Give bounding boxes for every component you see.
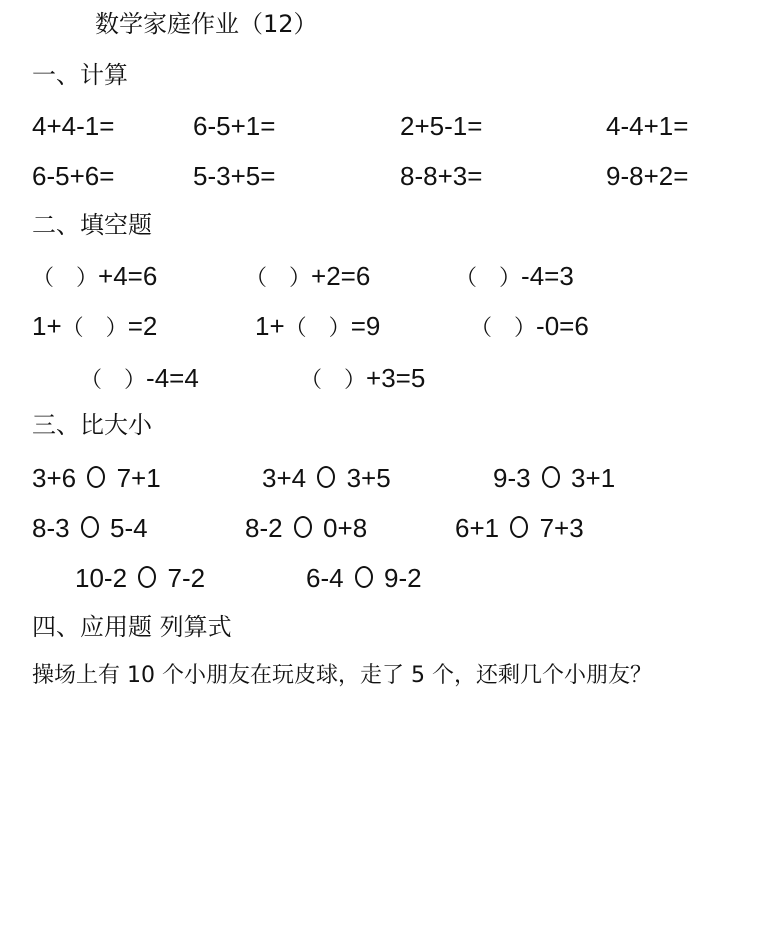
calc-problem: 6-5+1= xyxy=(193,111,276,141)
answer-circle xyxy=(87,466,105,488)
section-heading-calc: 一、计算 xyxy=(32,61,128,89)
compare-right: 7-2 xyxy=(167,563,206,593)
answer-circle xyxy=(510,516,528,538)
compare-problem xyxy=(32,465,161,491)
compare-left: 3+6 xyxy=(32,463,77,493)
paren-close: ） xyxy=(76,266,99,291)
compare-left: 3+4 xyxy=(262,463,307,493)
fill-problem xyxy=(32,313,157,340)
compare-problem xyxy=(306,565,422,591)
answer-circle xyxy=(294,516,312,538)
paren-open: （ xyxy=(32,266,55,291)
section-heading-compare: 三、比大小 xyxy=(32,411,152,439)
compare-left: 10-2 xyxy=(75,563,128,593)
calc-problem: 5-3+5= xyxy=(193,161,276,191)
compare-left: 6+1 xyxy=(455,513,500,543)
fill-prefix: 1+ xyxy=(32,311,62,341)
calc-problem: 8-8+3= xyxy=(400,161,483,191)
fill-problem xyxy=(470,313,589,340)
compare-right: 7+1 xyxy=(116,463,161,493)
paren-close: ） xyxy=(514,316,537,341)
compare-left: 8-2 xyxy=(245,513,283,543)
fill-suffix: +3=5 xyxy=(366,363,426,393)
calc-problem: 6-5+6= xyxy=(32,161,115,191)
paren-close: ） xyxy=(124,368,147,393)
fill-problem xyxy=(255,313,380,340)
fill-suffix: -4=4 xyxy=(146,363,199,393)
fill-problem xyxy=(300,365,425,392)
calc-problem: 4-4+1= xyxy=(606,111,689,141)
fill-suffix: =2 xyxy=(127,311,158,341)
compare-left: 8-3 xyxy=(32,513,70,543)
compare-left: 6-4 xyxy=(306,563,344,593)
fill-problem xyxy=(80,365,199,392)
compare-problem xyxy=(32,515,148,541)
compare-problem xyxy=(245,515,367,541)
paren-close: ） xyxy=(344,368,367,393)
answer-circle xyxy=(542,466,560,488)
compare-right: 5-4 xyxy=(110,513,148,543)
compare-problem xyxy=(455,515,584,541)
paren-open: （ xyxy=(61,316,84,341)
calc-problem: 4+4-1= xyxy=(32,111,115,141)
fill-suffix: +2=6 xyxy=(311,261,371,291)
fill-problem xyxy=(455,263,574,290)
compare-problem xyxy=(75,565,205,591)
paren-close: ） xyxy=(499,266,522,291)
compare-left: 9-3 xyxy=(493,463,531,493)
compare-problem xyxy=(262,465,391,491)
compare-right: 9-2 xyxy=(384,563,422,593)
compare-right: 7+3 xyxy=(539,513,584,543)
answer-circle xyxy=(81,516,99,538)
fill-suffix: =9 xyxy=(350,311,381,341)
paren-open: （ xyxy=(245,266,268,291)
calc-problem: 2+5-1= xyxy=(400,111,483,141)
compare-right: 0+8 xyxy=(323,513,368,543)
paren-open: （ xyxy=(455,266,478,291)
fill-suffix: -4=3 xyxy=(521,261,574,291)
fill-suffix: -0=6 xyxy=(536,311,589,341)
compare-problem xyxy=(493,465,615,491)
paren-open: （ xyxy=(300,368,323,393)
compare-right: 3+5 xyxy=(346,463,391,493)
paren-close: ） xyxy=(105,316,128,341)
calc-problem: 9-8+2= xyxy=(606,161,689,191)
paren-open: （ xyxy=(80,368,103,393)
paren-open: （ xyxy=(284,316,307,341)
page-title: 数学家庭作业（12） xyxy=(95,10,318,38)
paren-open: （ xyxy=(470,316,493,341)
compare-right: 3+1 xyxy=(571,463,616,493)
fill-prefix: 1+ xyxy=(255,311,285,341)
section-heading-fill: 二、填空题 xyxy=(32,211,152,239)
fill-suffix: +4=6 xyxy=(98,261,158,291)
answer-circle xyxy=(138,566,156,588)
answer-circle xyxy=(355,566,373,588)
fill-problem xyxy=(245,263,370,290)
section-heading-word-problem: 四、应用题 列算式 xyxy=(32,613,232,641)
paren-close: ） xyxy=(328,316,351,341)
fill-problem xyxy=(32,263,157,290)
answer-circle xyxy=(317,466,335,488)
word-problem-text: 操场上有 10 个小朋友在玩皮球，走了 5 个，还剩几个小朋友？ xyxy=(32,663,652,688)
paren-close: ） xyxy=(289,266,312,291)
